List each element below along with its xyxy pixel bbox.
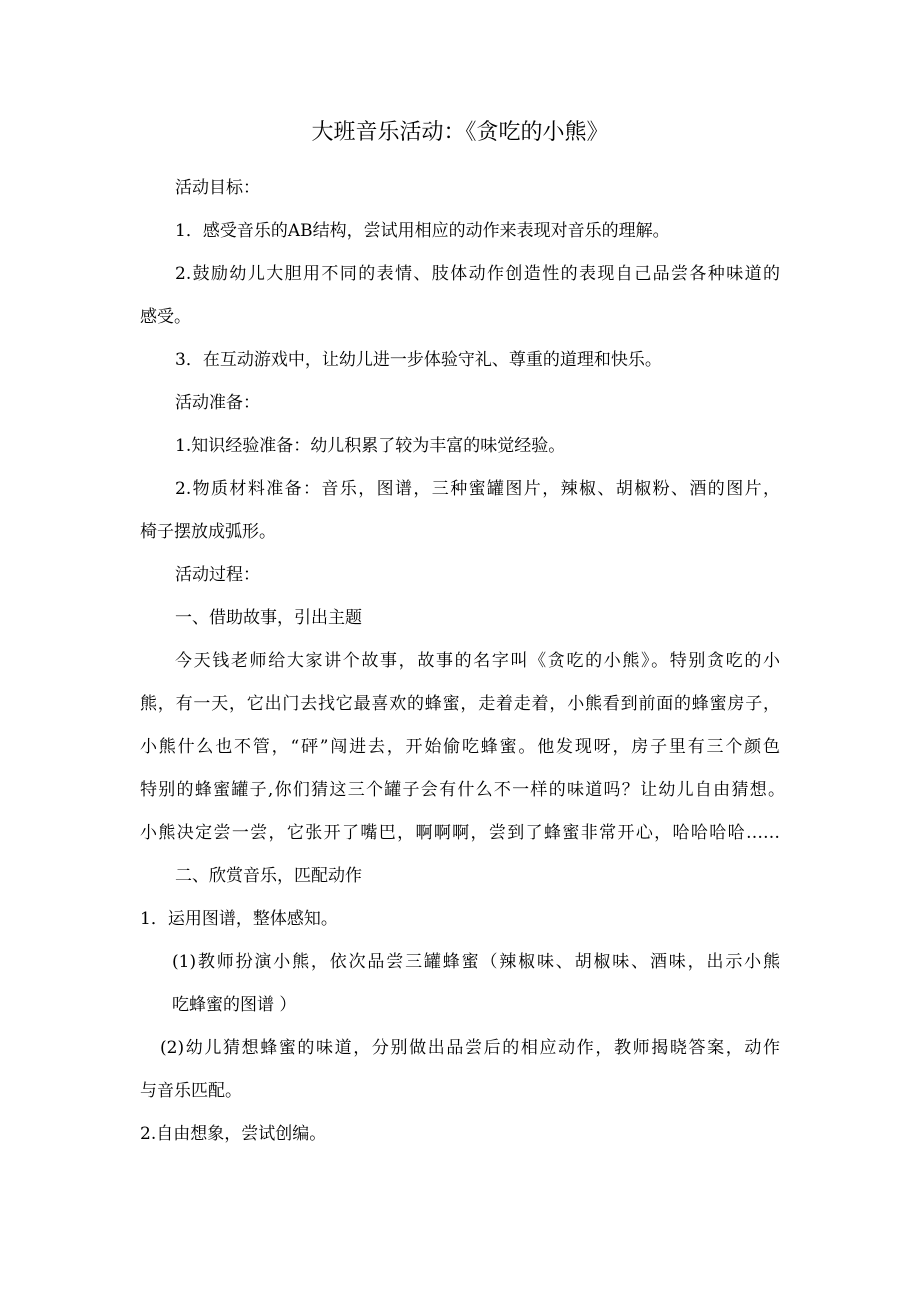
- prep-2-line-1: 2.物质材料准备：音乐，图谱，三种蜜罐图片，辣椒、胡椒粉、酒的图片，: [175, 479, 780, 499]
- process-heading: 活动过程：: [175, 565, 260, 585]
- prep-1: 1.知识经验准备：幼儿积累了较为丰富的味觉经验。: [175, 436, 566, 456]
- story-line-3: 小熊什么也不管，“砰”闯进去，开始偷吃蜂蜜。他发现呀，房子里有三个颜色: [140, 737, 780, 757]
- step-1-a-line-2: 吃蜂蜜的图谱 ）: [172, 995, 297, 1015]
- story-line-4: 特别的蜂蜜罐子,你们猜这三个罐子会有什么不一样的味道吗？让幼儿自由猜想。: [140, 780, 785, 800]
- step-2: 2.自由想象，尝试创编。: [140, 1124, 327, 1144]
- step-1-b-line-2: 与音乐匹配。: [140, 1081, 242, 1101]
- goal-2-line-2: 感受。: [140, 307, 191, 327]
- page-title: 大班音乐活动：《贪吃的小熊》: [311, 120, 609, 145]
- step-1-a-line-1: (1)教师扮演小熊，依次品尝三罐蜂蜜（辣椒味、胡椒味、酒味，出示小熊: [172, 952, 780, 972]
- story-line-2: 熊，有一天，它出门去找它最喜欢的蜂蜜，走着走着，小熊看到前面的蜂蜜房子，: [140, 694, 780, 714]
- step-1: 1．运用图谱，整体感知。: [140, 909, 338, 929]
- section-1-heading: 一、借助故事，引出主题: [175, 608, 362, 628]
- story-line-5: 小熊决定尝一尝，它张开了嘴巴，啊啊啊，尝到了蜂蜜非常开心，哈哈哈哈……: [140, 823, 780, 843]
- goal-3: 3．在互动游戏中，让幼儿进一步体验守礼、尊重的道理和快乐。: [175, 350, 662, 370]
- prep-heading: 活动准备：: [175, 393, 260, 413]
- story-line-1: 今天钱老师给大家讲个故事，故事的名字叫《贪吃的小熊》。特别贪吃的小: [175, 651, 780, 671]
- step-1-b-line-1: (2)幼儿猜想蜂蜜的味道，分别做出品尝后的相应动作，教师揭晓答案，动作: [160, 1038, 780, 1058]
- section-2-heading: 二、欣赏音乐，匹配动作: [175, 866, 362, 886]
- goal-2-line-1: 2.鼓励幼儿大胆用不同的表情、肢体动作创造性的表现自己品尝各种味道的: [175, 264, 780, 284]
- prep-2-line-2: 椅子摆放成弧形。: [140, 522, 276, 542]
- goal-1: 1．感受音乐的AB结构，尝试用相应的动作来表现对音乐的理解。: [175, 221, 670, 241]
- goals-heading: 活动目标：: [175, 178, 260, 198]
